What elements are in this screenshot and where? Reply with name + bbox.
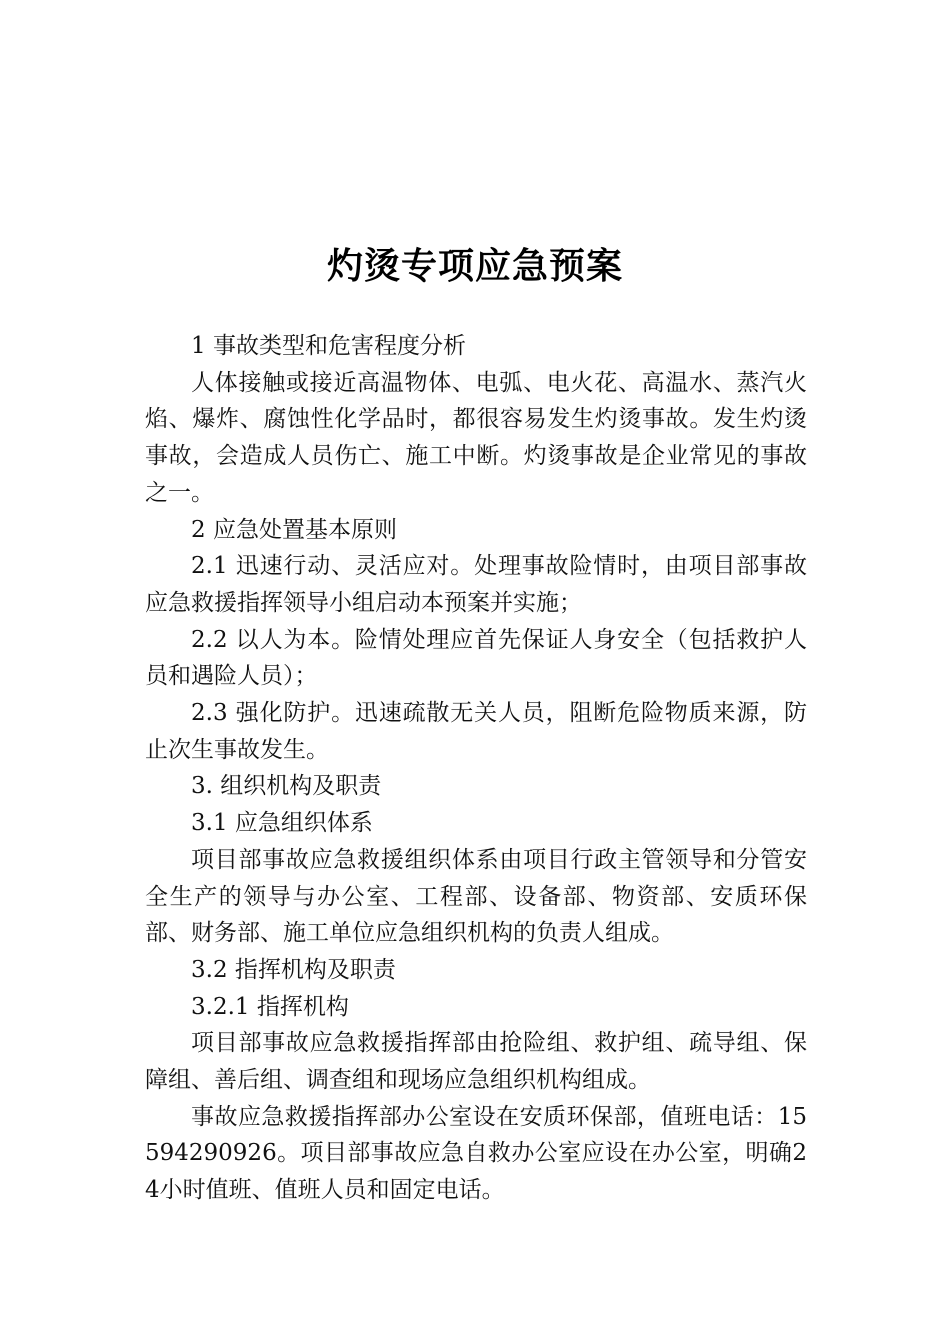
principle-2-1: 2.1 迅速行动、灵活应对。处理事故险情时，由项目部事故应急救援指挥领导小组启动本预案并实施；	[145, 553, 807, 616]
subsection-heading-3-2-1: 3.2.1 指挥机构	[191, 993, 349, 1020]
section-heading-2: 2 应急处置基本原则	[191, 516, 397, 543]
document-body	[145, 328, 807, 1209]
section-heading-1: 1 事故类型和危害程度分析	[191, 333, 466, 359]
paragraph-command-structure: 项目部事故应急救援指挥部由抢险组、救护组、疏导组、保障组、善后组、调查组和现场应急组织机构组成。	[145, 1030, 807, 1094]
paragraph-organization-system: 项目部事故应急救援组织体系由项目行政主管领导和分管安全生产的领导与办公室、工程部、设备部、物资部、安质环保部、财务部、施工单位应急组织机构的负责人组成。	[145, 846, 807, 947]
paragraph-duty-office: 事故应急救援指挥部办公室设在安质环保部，值班电话：15594290926。项目部事故应急自救办公室应设在办公室，明确24小时值班、值班人员和固定电话。	[145, 1103, 807, 1204]
subsection-heading-3-2: 3.2 指挥机构及职责	[191, 956, 396, 983]
principle-2-2: 2.2 以人为本。险情处理应首先保证人身安全（包括救护人员和遇险人员）；	[145, 626, 807, 690]
document-title: 灼烫专项应急预案	[326, 246, 623, 288]
paragraph-hazard-analysis: 人体接触或接近高温物体、电弧、电火花、高温水、蒸汽火焰、爆炸、腐蚀性化学品时，都很容易发生灼烫事故。发生灼烫事故，会造成人员伤亡、施工中断。灼烫事故是企业常见的事故之一。	[145, 369, 807, 506]
subsection-heading-3-1: 3.1 应急组织体系	[191, 810, 373, 837]
principle-2-3: 2.3 强化防护。迅速疏散无关人员，阻断危险物质来源，防止次生事故发生。	[145, 700, 807, 763]
section-heading-3: 3. 组织机构及职责	[191, 773, 382, 800]
